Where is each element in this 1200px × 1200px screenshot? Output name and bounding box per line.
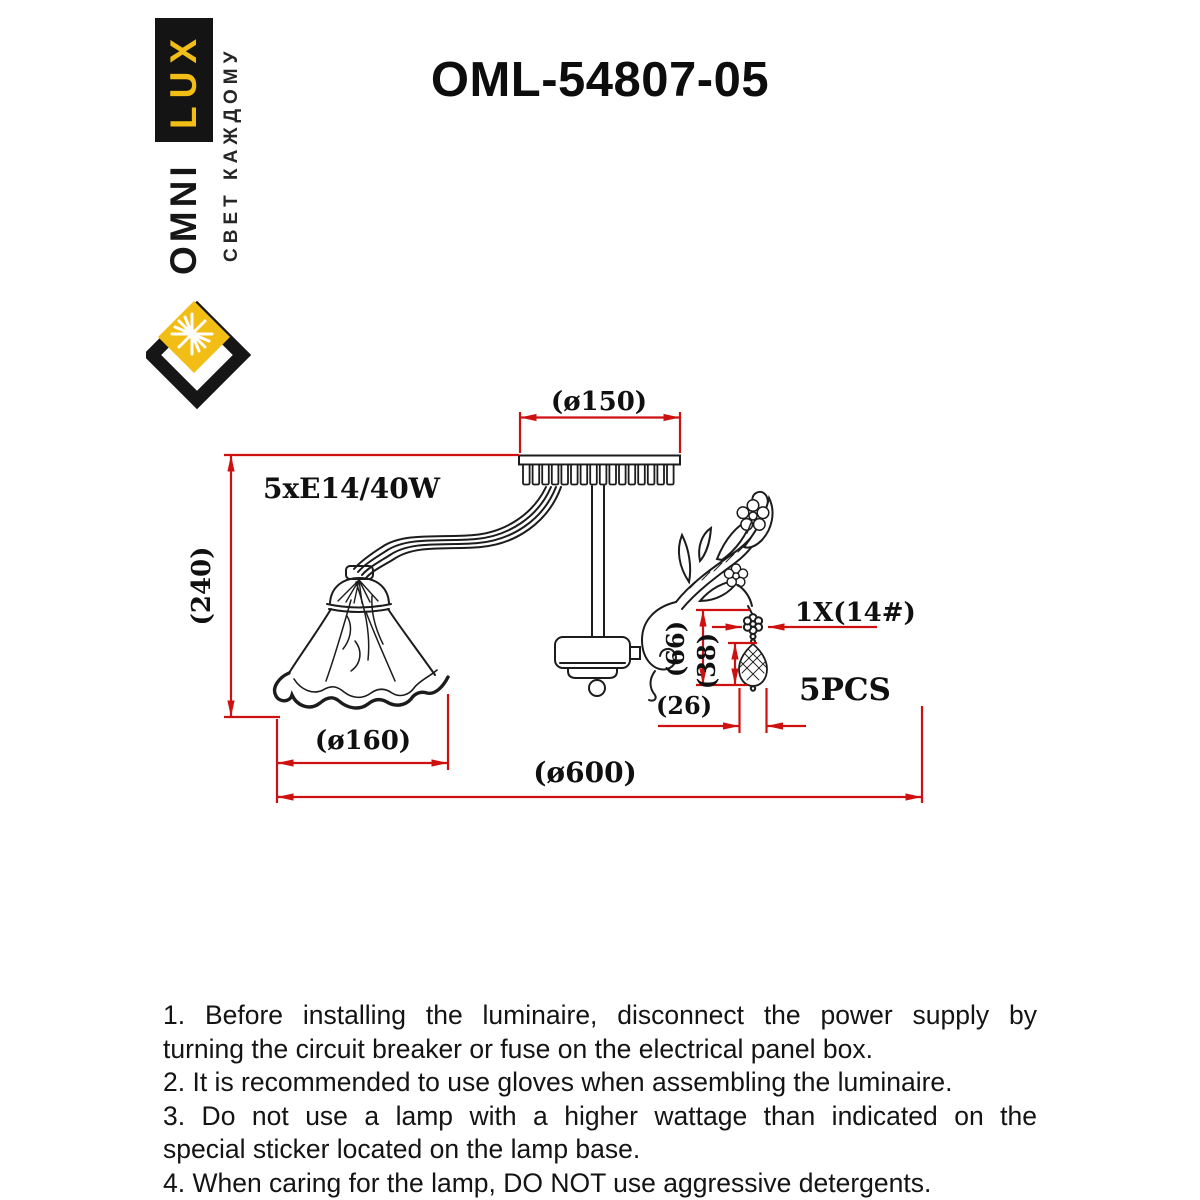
instruction-line: 2. It is recommended to use gloves when assembling the luminaire. — [163, 1067, 953, 1097]
page-title: OML-54807-05 — [430, 53, 770, 107]
crystal-pendant — [739, 614, 767, 691]
dim-canopy-diameter: (ø150) — [550, 387, 648, 417]
instruction-line: 4. When caring for the lamp, DO NOT use aggressive detergents. — [163, 1167, 932, 1198]
bulb-spec-label: 5xE14/40W — [263, 472, 441, 505]
center-rod — [592, 486, 604, 637]
brand-tagline: СВЕТ КАЖДОМУ — [221, 46, 242, 262]
instruction-line: turning the circuit breaker or fuse on the electrical panel box. — [163, 1033, 874, 1064]
instruction-line: 3. Do not use a lamp with a higher wattage than indicated on the — [163, 1100, 1037, 1131]
dim-pendant-drop-height: (38) — [692, 632, 721, 690]
dim-fixture-height: (240) — [187, 546, 217, 626]
dim-overall-diameter: (ø600) — [533, 756, 637, 789]
instruction-line: special sticker located on the lamp base. — [163, 1134, 641, 1164]
brand-lux-label: LUX — [155, 18, 213, 142]
lamp-body — [555, 637, 640, 696]
shade-fold-lines — [326, 582, 395, 681]
flower-top — [737, 500, 769, 533]
crystal-spec-label: 1X(14#) — [795, 598, 916, 628]
dim-shade-diameter: (ø160) — [314, 726, 412, 756]
brand-omni-label: OMNI — [163, 162, 204, 276]
dim-pendant-total-height: (66) — [661, 620, 690, 678]
dim-pendant-width: (26) — [655, 691, 713, 720]
instruction-line: 1. Before installing the luminaire, disconnect the power supply by — [163, 1000, 1037, 1030]
canopy — [519, 456, 680, 485]
lamp-shade — [275, 566, 448, 708]
crystal-count-label: 5PCS — [799, 672, 891, 708]
instructions-list — [163, 999, 1037, 1200]
